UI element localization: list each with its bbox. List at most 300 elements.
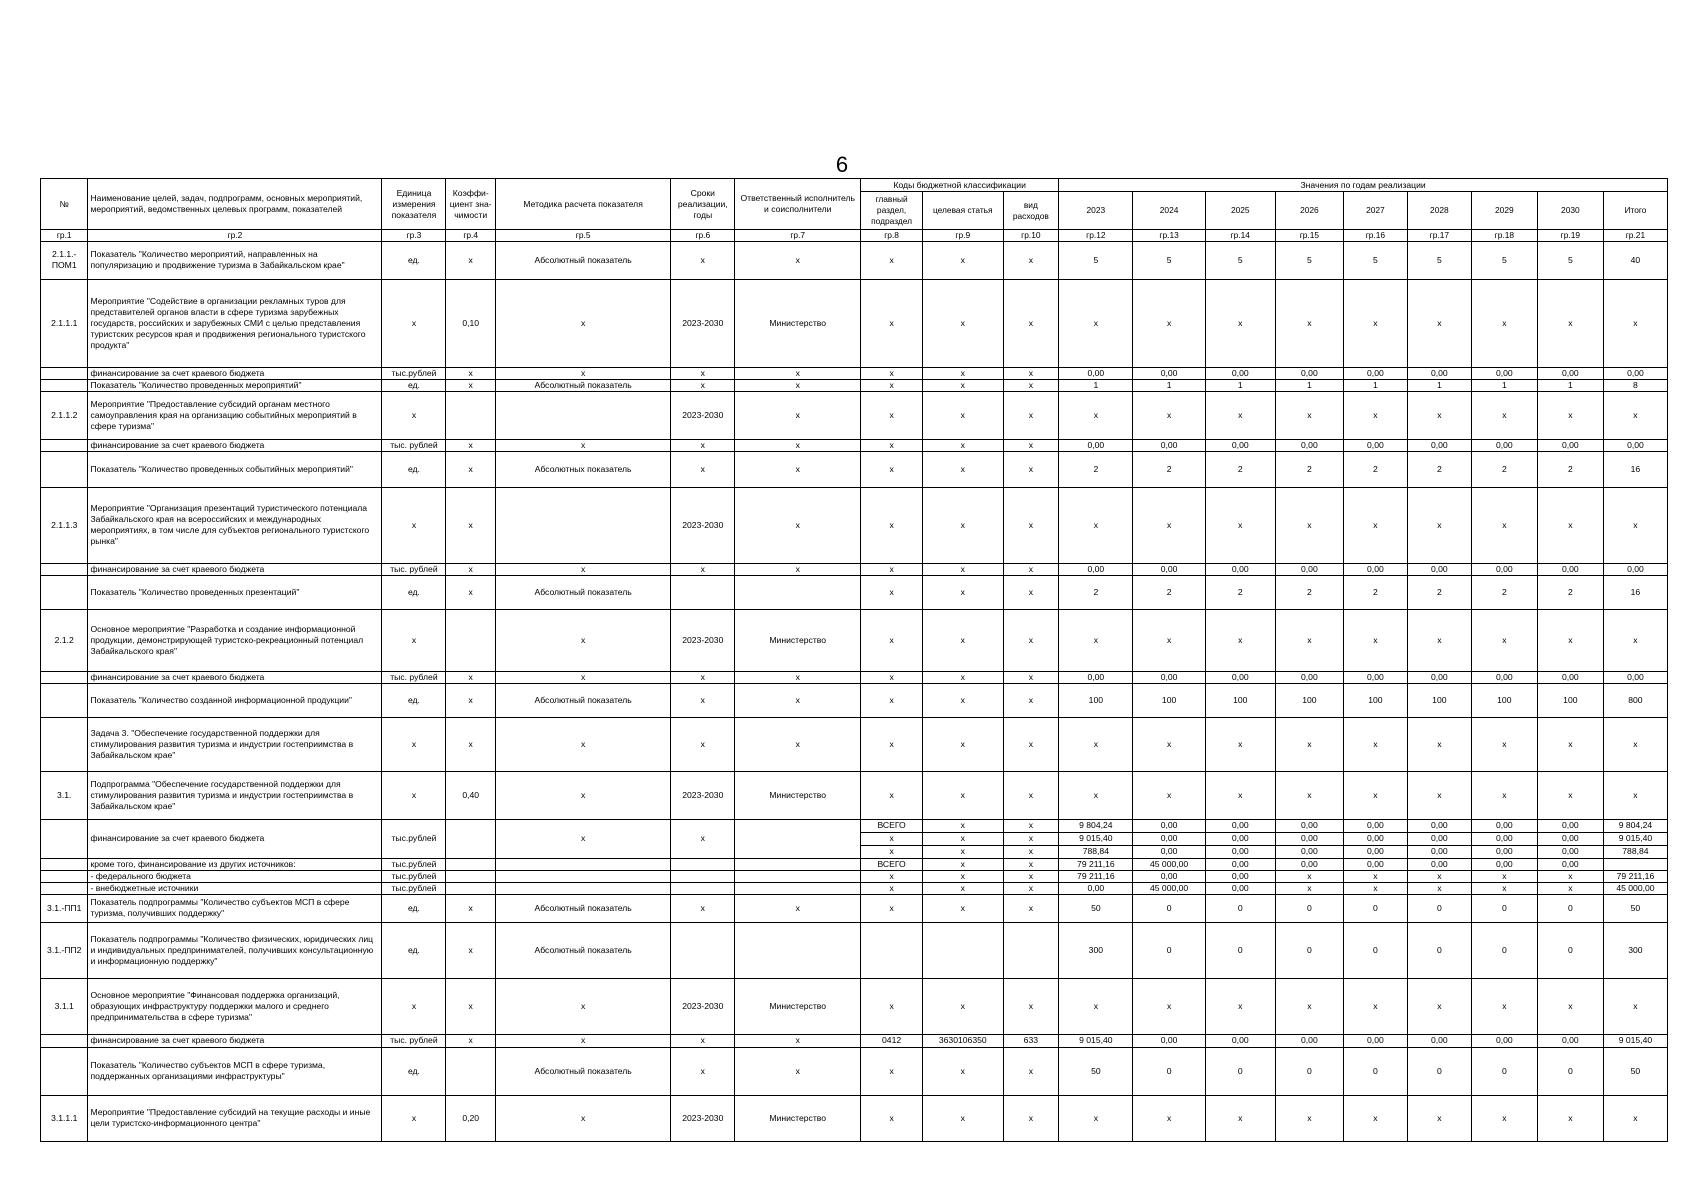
table-cell [735,575,861,609]
table-row [41,771,1668,819]
table-cell: х [923,882,1003,894]
table-cell: 1 [1471,379,1537,391]
table-cell: х [1471,771,1537,819]
table-cell: 100 [1343,683,1407,717]
table-cell: 0,00 [1471,858,1537,870]
table-cell: 2 [1205,451,1275,487]
table-cell: х [923,609,1003,671]
table-cell: х [382,391,446,439]
table-row [41,367,1668,379]
table-cell: тыс.рублей [382,819,446,858]
table-cell: 0 [1343,894,1407,922]
table-cell: х [1133,978,1205,1034]
row-name-cell: Мероприятие "Предоставление субсидий на текущие расходы и иные цели туристско-информационного центра" [88,1095,382,1141]
table-cell: х [446,1034,496,1047]
table-cell: 3630106350 [923,1034,1003,1047]
table-cell [495,870,670,882]
table-cell: 1 [1133,379,1205,391]
table-cell: 100 [1133,683,1205,717]
table-cell: 0,00 [1205,882,1275,894]
table-cell: х [1003,858,1059,870]
table-cell: 0,00 [1537,832,1603,845]
table-cell: 0,00 [1133,439,1205,451]
table-cell: х [861,1047,923,1095]
table-cell: х [1603,487,1667,563]
table-cell: 0,00 [1343,858,1407,870]
table-cell: х [671,717,735,771]
table-cell: 800 [1603,683,1667,717]
table-cell: 2 [1275,451,1343,487]
table-cell: 0,00 [1133,1034,1205,1047]
row-name-cell: финансирование за счет краевого бюджета [88,671,382,683]
table-cell: 0,00 [1603,671,1667,683]
row-name-cell: финансирование за счет краевого бюджета [88,1034,382,1047]
row-number-cell [41,858,88,870]
table-cell: х [861,1095,923,1141]
table-cell: х [1407,279,1471,367]
table-cell [671,870,735,882]
table-cell: х [735,717,861,771]
table-row [41,241,1668,279]
table-cell: х [735,1034,861,1047]
table-cell: Абсолютный показатель [495,1047,670,1095]
row-name-cell: финансирование за счет краевого бюджета [88,563,382,575]
table-cell: 0,00 [1343,832,1407,845]
column-number-cell: гр.1 [41,230,88,242]
table-cell: х [495,563,670,575]
table-cell [446,870,496,882]
table-cell: 0,00 [1059,367,1133,379]
table-cell [671,922,735,978]
table-cell: х [1471,1095,1537,1141]
table-cell: х [1537,487,1603,563]
table-cell: х [495,978,670,1034]
table-cell: 1 [1275,379,1343,391]
table-cell: 2 [1407,451,1471,487]
table-cell: 2 [1471,451,1537,487]
table-cell: х [861,978,923,1034]
table-cell: 2 [1205,575,1275,609]
row-name-cell: финансирование за счет краевого бюджета [88,439,382,451]
table-cell: х [735,451,861,487]
table-cell: х [1275,487,1343,563]
table-cell: х [671,1047,735,1095]
header-no: № [41,179,88,230]
table-cell: х [1059,279,1133,367]
table-cell: х [861,683,923,717]
table-cell: х [1343,1095,1407,1141]
table-cell: х [861,894,923,922]
row-number-cell: 2.1.1.-ПОМ1 [41,241,88,279]
table-cell: 45 000,00 [1133,882,1205,894]
table-cell: 0 [1275,894,1343,922]
row-number-cell [41,367,88,379]
table-cell: Абсолютный показатель [495,575,670,609]
table-cell: 0 [1275,1047,1343,1095]
table-cell: ед. [382,683,446,717]
table-cell [446,882,496,894]
column-number-cell: гр.21 [1603,230,1667,242]
table-cell: х [1537,771,1603,819]
table-cell: 0,00 [1343,819,1407,832]
table-row [41,1034,1668,1047]
table-cell: х [1205,609,1275,671]
table-cell: х [923,858,1003,870]
table-cell: тыс.рублей [382,858,446,870]
table-cell: х [382,487,446,563]
table-cell: х [446,575,496,609]
table-cell: 0,00 [1275,563,1343,575]
row-name-cell: Показатель "Количество созданной информационной продукции" [88,683,382,717]
table-cell [1003,922,1059,978]
table-cell: х [446,978,496,1034]
table-cell: х [1343,391,1407,439]
header-total: Итого [1603,192,1667,230]
table-cell: х [861,379,923,391]
table-cell: 2023-2030 [671,487,735,563]
table-cell: ед. [382,575,446,609]
table-cell: 0,00 [1343,367,1407,379]
table-cell: 0 [1133,922,1205,978]
table-cell: х [861,563,923,575]
header-responsible: Ответственный исполнитель и соисполнители [735,179,861,230]
table-cell: Министерство [735,771,861,819]
table-cell: х [446,379,496,391]
table-cell: 0 [1407,922,1471,978]
table-cell: х [1537,391,1603,439]
table-cell: х [1133,717,1205,771]
column-number-cell: гр.14 [1205,230,1275,242]
page-number: 6 [835,152,849,177]
row-name-cell: Показатель подпрограммы "Количество физических, юридических лиц и индивидуальных предпринимателей, получивших консультационную и информационную поддержку" [88,922,382,978]
table-cell: 0,00 [1059,439,1133,451]
table-cell: 50 [1059,894,1133,922]
table-cell: х [1003,845,1059,858]
table-cell: 0,00 [1407,439,1471,451]
table-cell: 0,00 [1407,1034,1471,1047]
table-cell: х [446,717,496,771]
table-cell: х [861,367,923,379]
row-name-cell: Мероприятие "Организация презентаций туристического потенциала Забайкальского края на всероссийских и международных мероприятиях, в том числе для субъектов регионального туристского рынка" [88,487,382,563]
table-row [41,894,1668,922]
table-cell: 2 [1059,451,1133,487]
table-cell: 9 015,40 [1059,1034,1133,1047]
table-cell: Министерство [735,609,861,671]
table-cell: х [1003,870,1059,882]
table-cell: 0,00 [1343,1034,1407,1047]
table-cell: х [446,922,496,978]
table-cell: х [1003,241,1059,279]
table-cell: 5 [1059,241,1133,279]
table-cell: Министерство [735,978,861,1034]
table-cell: х [671,683,735,717]
table-cell: х [1471,882,1537,894]
row-number-cell: 3.1.1.1 [41,1095,88,1141]
table-cell: 0,00 [1471,671,1537,683]
table-cell [446,391,496,439]
row-number-cell [41,717,88,771]
table-cell: 0 [1537,1047,1603,1095]
column-number-cell: гр.5 [495,230,670,242]
table-cell: 0,00 [1537,367,1603,379]
table-cell: 2 [1133,575,1205,609]
table-cell: 0,00 [1471,819,1537,832]
table-cell: 0,00 [1133,870,1205,882]
column-number-cell: гр.6 [671,230,735,242]
table-cell: х [861,487,923,563]
table-cell: х [446,894,496,922]
row-name-cell: Подпрограмма "Обеспечение государственной поддержки для стимулирования развития туризма и индустрии гостеприимства в Забайкальском крае" [88,771,382,819]
table-cell: х [1603,279,1667,367]
table-cell: 2 [1275,575,1343,609]
table-cell: 0,00 [1275,671,1343,683]
table-cell: 0,00 [1275,858,1343,870]
table-cell: х [1003,391,1059,439]
table-cell: х [1343,487,1407,563]
table-cell: х [1003,451,1059,487]
table-cell: х [861,832,923,845]
table-cell: х [1407,870,1471,882]
table-cell: х [923,279,1003,367]
table-cell [446,858,496,870]
table-cell: х [1343,978,1407,1034]
table-cell: х [1275,978,1343,1034]
table-cell: х [382,609,446,671]
table-cell: 5 [1471,241,1537,279]
table-cell: х [861,609,923,671]
table-cell: 5 [1407,241,1471,279]
table-cell: х [1003,717,1059,771]
table-cell: х [923,683,1003,717]
table-cell: 9 804,24 [1603,819,1667,832]
table-cell: 2023-2030 [671,609,735,671]
table-cell: х [1059,391,1133,439]
column-number-cell: гр.8 [861,230,923,242]
table-cell: 0,00 [1407,671,1471,683]
table-cell: 5 [1537,241,1603,279]
table-cell: х [861,241,923,279]
table-cell: х [1537,717,1603,771]
table-cell: 0,40 [446,771,496,819]
table-cell: 100 [1537,683,1603,717]
table-cell: тыс.рублей [382,882,446,894]
table-cell: 0,00 [1537,439,1603,451]
table-cell: 9 015,40 [1603,832,1667,845]
table-cell: 9 015,40 [1059,832,1133,845]
row-number-cell: 2.1.1.3 [41,487,88,563]
table-cell: х [382,1095,446,1141]
table-cell: 0 [1275,922,1343,978]
table-cell: х [861,870,923,882]
header-year: 2028 [1407,192,1471,230]
indicators-table [40,178,1668,1142]
table-cell: х [671,241,735,279]
table-cell: 0 [1471,894,1537,922]
table-cell: 0,00 [1133,563,1205,575]
row-name-cell: Показатель подпрограммы "Количество субъектов МСП в сфере туризма, получивших поддержку" [88,894,382,922]
row-number-cell: 3.1.-ПП1 [41,894,88,922]
header-unit: Единица измерения показателя [382,179,446,230]
table-cell: 50 [1059,1047,1133,1095]
table-cell: х [1471,279,1537,367]
table-row [41,609,1668,671]
header-year: 2030 [1537,192,1603,230]
table-cell: х [735,683,861,717]
table-cell: х [1343,882,1407,894]
table-cell [495,858,670,870]
row-name-cell: Показатель "Количество мероприятий, направленных на популяризацию и продвижение туризма в Забайкальском крае" [88,241,382,279]
table-cell [671,575,735,609]
table-row [41,717,1668,771]
table-cell: 0,00 [1603,367,1667,379]
table-cell: 0 [1407,894,1471,922]
table-cell: ед. [382,894,446,922]
table-cell: х [446,563,496,575]
header-budget-target: целевая статья [923,192,1003,230]
table-cell: х [861,279,923,367]
table-cell: х [671,819,735,858]
table-cell: х [382,279,446,367]
table-cell [495,487,670,563]
row-name-cell: Основное мероприятие "Разработка и создание информационной продукции, демонстрирующей туристско-рекреационный потенциал Забайкальского края" [88,609,382,671]
table-cell: 40 [1603,241,1667,279]
table-cell: х [495,671,670,683]
table-cell: 0,00 [1275,819,1343,832]
row-name-cell: Мероприятие "Предоставление субсидий органам местного самоуправления края на организацию событийных мероприятий в сфере туризма" [88,391,382,439]
table-cell: х [1133,771,1205,819]
table-cell: х [735,894,861,922]
table-cell: х [923,367,1003,379]
table-cell: 5 [1133,241,1205,279]
table-cell: х [1059,717,1133,771]
row-name-cell: Основное мероприятие "Финансовая поддержка организаций, образующих инфраструктуру поддержки малого и среднего предпринимательства в сфере туризма" [88,978,382,1034]
table-row [41,379,1668,391]
table-cell: 300 [1059,922,1133,978]
row-number-cell [41,379,88,391]
table-cell: 0,00 [1343,671,1407,683]
table-cell: х [1471,487,1537,563]
table-cell: 9 015,40 [1603,1034,1667,1047]
table-cell: 0,00 [1471,845,1537,858]
table-cell: х [495,609,670,671]
table-cell: 9 804,24 [1059,819,1133,832]
table-cell: Абсолютный показатель [495,241,670,279]
header-budget-codes: Коды бюджетной классификации [861,179,1059,192]
table-row [41,671,1668,683]
table-cell: 1 [1407,379,1471,391]
row-name-cell: Показатель "Количество проведенных мероприятий" [88,379,382,391]
row-number-cell [41,683,88,717]
table-cell: 100 [1407,683,1471,717]
table-cell: 0,00 [1407,819,1471,832]
table-cell: 0,00 [1133,671,1205,683]
table-cell: 0 [1205,1047,1275,1095]
header-method: Методика расчета показателя [495,179,670,230]
table-cell: Абсолютный показатель [495,683,670,717]
table-cell: х [495,367,670,379]
table-row [41,1047,1668,1095]
column-number-cell: гр.10 [1003,230,1059,242]
table-cell: х [671,1034,735,1047]
table-cell: 100 [1059,683,1133,717]
table-cell: х [1603,717,1667,771]
table-cell: х [923,451,1003,487]
table-cell: х [861,717,923,771]
row-number-cell [41,451,88,487]
table-cell: х [1275,771,1343,819]
table-cell: х [1407,717,1471,771]
header-years-group: Значения по годам реализации [1059,179,1668,192]
table-cell: х [1407,487,1471,563]
table-cell [735,819,861,858]
table-cell: х [1133,1095,1205,1141]
table-cell: х [1205,1095,1275,1141]
table-cell: 0 [1471,1047,1537,1095]
table-cell: Абсолютный показатель [495,922,670,978]
table-cell: х [1407,882,1471,894]
table-cell: х [1003,1047,1059,1095]
table-cell: х [923,391,1003,439]
table-cell: 2023-2030 [671,1095,735,1141]
column-number-cell: гр.16 [1343,230,1407,242]
table-cell: 0 [1205,894,1275,922]
table-cell: х [495,819,670,858]
table-cell: 0 [1343,922,1407,978]
table-cell: х [1603,978,1667,1034]
table-cell: х [735,439,861,451]
table-cell: х [446,451,496,487]
row-number-cell [41,575,88,609]
table-cell [446,1047,496,1095]
table-cell: Министерство [735,279,861,367]
row-name-cell: Показатель "Количество проведенных событийных мероприятий" [88,451,382,487]
row-name-cell: Задача 3. "Обеспечение государственной поддержки для стимулирования развития туризма и индустрии гостеприимства в Забайкальском крае" [88,717,382,771]
table-cell: 0 [1343,1047,1407,1095]
table-cell: ВСЕГО [861,858,923,870]
table-cell: ед. [382,241,446,279]
table-cell: 0,00 [1471,439,1537,451]
table-cell: х [446,683,496,717]
table-cell: 0,00 [1603,439,1667,451]
table-body [41,241,1668,1141]
table-cell: 0,00 [1471,367,1537,379]
table-row [41,870,1668,882]
table-cell: 0,00 [1275,1034,1343,1047]
table-cell [923,922,1003,978]
table-cell: 0,00 [1205,832,1275,845]
table-cell: х [495,771,670,819]
table-cell: 8 [1603,379,1667,391]
table-cell: х [1059,487,1133,563]
column-number-cell: гр.7 [735,230,861,242]
table-cell: 0 [1133,1047,1205,1095]
table-cell: 0,00 [1343,845,1407,858]
table-cell: х [1275,870,1343,882]
table-cell: 50 [1603,894,1667,922]
table-cell: х [1003,882,1059,894]
table-cell: х [735,1047,861,1095]
table-cell: х [1275,717,1343,771]
table-cell: х [923,439,1003,451]
table-cell: х [671,451,735,487]
table-cell: 0 [1537,922,1603,978]
table-cell: х [1003,771,1059,819]
table-row [41,858,1668,870]
table-cell: 0,00 [1133,832,1205,845]
table-cell: 0 [1537,894,1603,922]
table-cell: х [1407,609,1471,671]
table-cell: 2023-2030 [671,279,735,367]
